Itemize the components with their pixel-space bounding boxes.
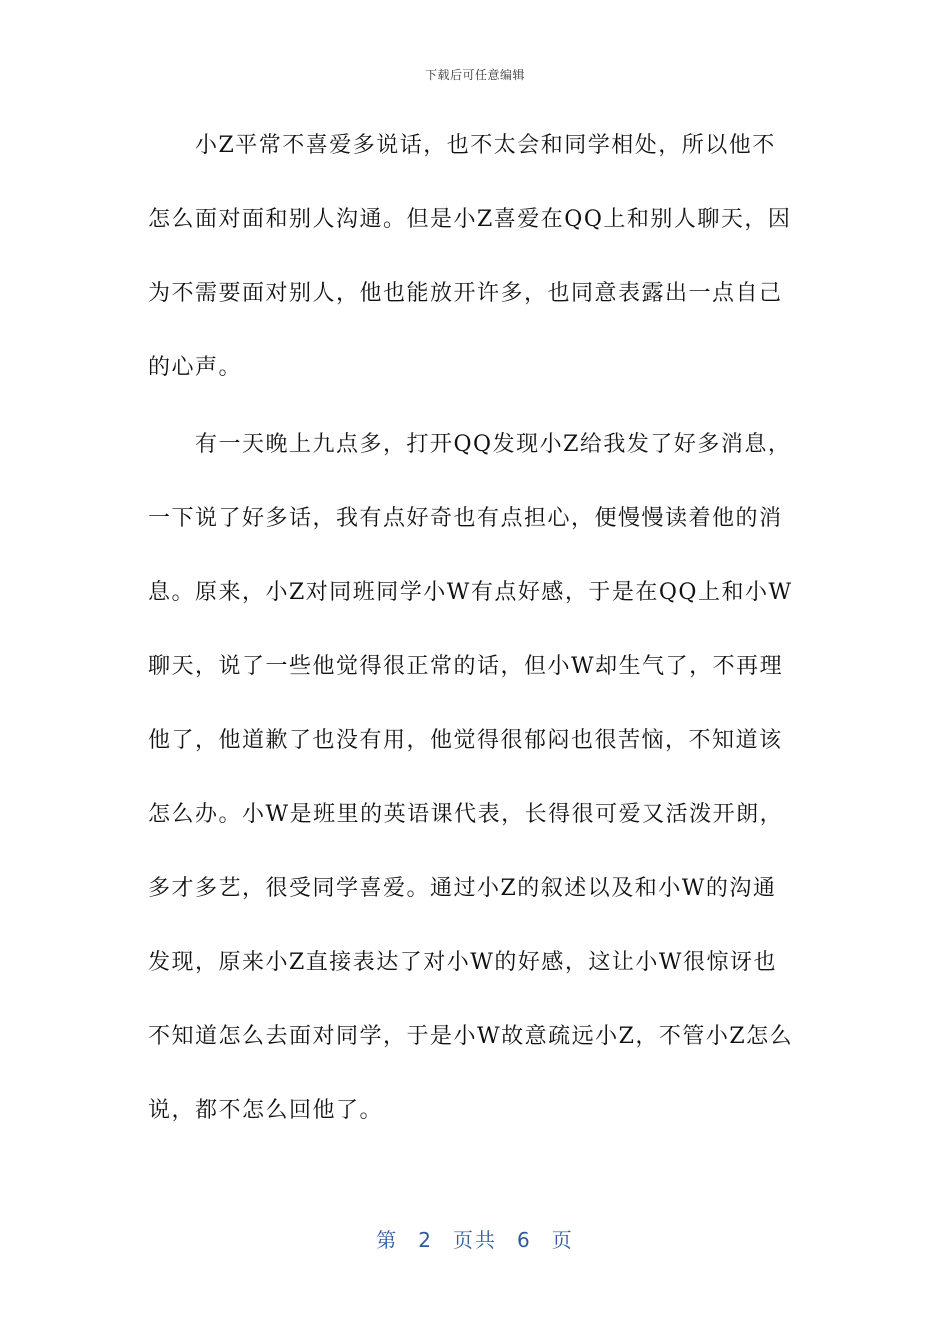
body-line-8: 聊天，说了一些他觉得很正常的话，但小W却生气了，不再理 bbox=[148, 654, 784, 679]
body-line-4: 的心声。 bbox=[148, 355, 243, 380]
footer-middle: 页共 bbox=[453, 1228, 497, 1252]
body-line-10: 怎么办。小W是班里的英语课代表，长得很可爱又活泼开朗， bbox=[148, 802, 784, 827]
body-line-11: 多才多艺，很受同学喜爱。通过小Z的叙述以及和小W的沟通 bbox=[148, 876, 777, 901]
body-line-9: 他了，他道歉了也没有用，他觉得很郁闷也很苦恼，不知道该 bbox=[148, 728, 783, 753]
footer-prefix: 第 bbox=[376, 1228, 399, 1252]
body-line-14: 说，都不怎么回他了。 bbox=[148, 1098, 384, 1123]
footer-suffix: 页 bbox=[551, 1228, 574, 1252]
footer-page-total: 6 bbox=[517, 1228, 532, 1252]
body-line-7: 息。原来，小Z对同班同学小W有点好感，于是在QQ上和小W bbox=[148, 580, 793, 605]
footer-page-number: 2 bbox=[418, 1228, 433, 1252]
header-note: 下载后可任意编辑 bbox=[424, 68, 525, 82]
body-line-2: 怎么面对面和别人沟通。但是小Z喜爱在QQ上和别人聊天，因 bbox=[148, 207, 792, 232]
body-line-13: 不知道怎么去面对同学，于是小W故意疏远小Z，不管小Z怎么 bbox=[148, 1024, 794, 1049]
body-line-5: 有一天晚上九点多，打开QQ发现小Z给我发了好多消息， bbox=[148, 432, 792, 457]
body-line-6: 一下说了好多话，我有点好奇也有点担心，便慢慢读着他的消 bbox=[148, 506, 783, 531]
body-line-12: 发现，原来小Z直接表达了对小W的好感，这让小W很惊讶也 bbox=[148, 950, 778, 975]
body-line-1: 小Z平常不喜爱多说话，也不太会和同学相处，所以他不 bbox=[148, 133, 776, 158]
body-line-3: 为不需要面对别人，他也能放开许多，也同意表露出一点自己 bbox=[148, 281, 783, 306]
page-footer bbox=[0, 1224, 950, 1253]
